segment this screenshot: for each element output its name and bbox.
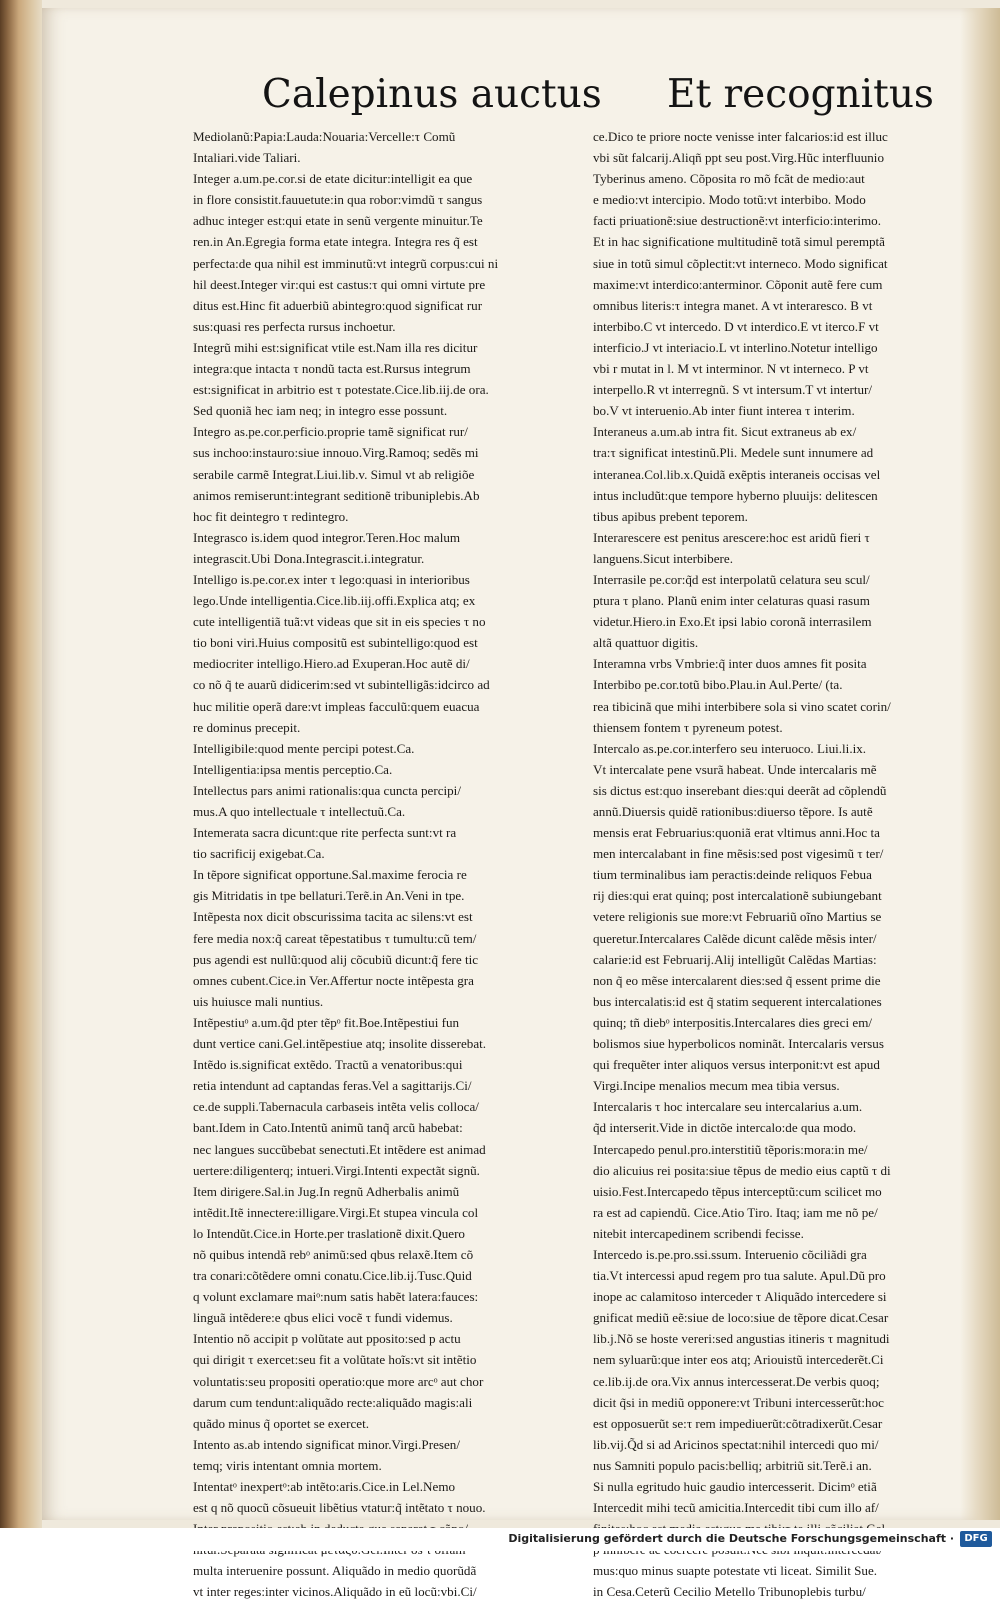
text-line: hoc fit deintegro τ redintegro. [193, 508, 349, 524]
text-line: Intẽpesta nox dicit obscurissima tacita ac silens:vt est [193, 909, 473, 925]
text-line: Intellectus pars animi rationalis:qua cuncta percipi/ [193, 782, 461, 798]
text-line: qui dirigit τ exercet:seu fit a volũtate hoĩs:vt sit intẽtio [193, 1352, 477, 1368]
text-line: Intentatᵒ inexpertᵒ:ab intẽto:aris.Cice.in Lel.Nemo [193, 1479, 456, 1494]
text-line: vetere religionis sue more:vt Februariũ oĩno Martius se [593, 909, 882, 925]
text-line: temq; viris intentant omnia mortem. [193, 1457, 382, 1473]
text-line: rea tibicinã que mihi interbibere sola si vino scatet corin/ [593, 698, 891, 714]
text-line: tium terminalibus iam peractis:deinde reliquos Febua [593, 867, 872, 883]
text-line: quãdo minus q̃ oportet se exercet. [193, 1415, 369, 1431]
text-line: Intẽdo is.significat extẽdo. Tractũ a venatoribus:qui [193, 1057, 463, 1073]
left-text-column [193, 126, 575, 1600]
text-line: Intelligibile:quod mente percipi potest.Ca. [193, 740, 415, 756]
text-line: nõ quibus intendã rebᵒ animũ:sed qbus relaxẽ.Item cõ [193, 1246, 474, 1262]
text-line: re dominus precepit. [193, 719, 301, 735]
text-line: queretur.Intercalares Calẽde dicunt calẽde mẽsis inter/ [593, 930, 877, 946]
text-line: sus inchoo:instauro:siue innouo.Virg.Ramoq; sedẽs mi [193, 445, 479, 461]
text-line: q volunt exclamare maiᵒ:num satis habẽt latera:fauces: [193, 1289, 479, 1305]
text-line: tra conari:cõtẽdere omni conatu.Cice.lib.ij.Tusc.Quid [193, 1268, 472, 1284]
text-line: adhuc integer est:qui etate in senũ vergente minuitur.Te [193, 213, 483, 229]
text-line: sus:quasi res perfecta rursus inchoetur. [193, 318, 396, 334]
text-line: perfecta:de qua nihil est imminutũ:vt integrũ corpus:cui ni [193, 255, 499, 271]
text-line: nem syluarũ:que inter eos atq; Ariouistũ intercederẽt.Ci [593, 1352, 884, 1368]
text-line: lego.Unde intelligentia.Cice.lib.iij.offi.Explica atq; ex [193, 593, 476, 609]
text-line: Intaliari.vide Taliari. [193, 150, 301, 166]
text-line: maxime:vt interdico:anterminor. Cõponit autẽ fere cum [593, 276, 883, 292]
text-line: In tẽpore significat opportune.Sal.maxime ferocia re [193, 867, 467, 883]
text-line: dicit q̃si in mediũ opponere:vt Tribuni intercesserũt:hoc [593, 1394, 884, 1410]
text-line: Intercalaris τ hoc intercalare seu intercalarius a.um. [593, 1099, 863, 1115]
text-line: Mediolanũ:Papia:Lauda:Nouaria:Vercelle:τ Comũ [193, 129, 456, 144]
text-line: non q̃ eo mẽse intercalarent dies:sed q̃ essent prime die [593, 972, 881, 988]
text-line: Intentio nõ accipit p volũtate aut pposito:sed p actu [193, 1331, 461, 1347]
text-line: thiensem fontem τ pyreneum potest. [593, 719, 783, 735]
text-line: Integrasco is.idem quod integror.Teren.Hoc malum [193, 529, 461, 545]
text-line: ptura τ plano. Planũ enim inter celaturas quasi rasum [593, 593, 870, 609]
text-line: siue in totũ simul cõplectit:vt interneco. Modo significat [593, 255, 888, 271]
text-line: intus includũt:que tempore hyberno pluuijs: delitescen [593, 487, 878, 503]
text-line: omnibus literis:τ integra manet. A vt interaresco. B vt [593, 297, 873, 313]
text-line: ditus est.Hinc fit aduerbiũ abintegro:quod significat rur [193, 297, 483, 313]
text-line: tio boni viri.Huius compositũ est subintelligo:quod est [193, 635, 478, 651]
text-line: voluntatis:seu propositi operatio:que more arcᵒ aut chor [193, 1373, 484, 1389]
text-line: intẽdit.Itẽ innectere:illigare.Virgi.Et stupea vincula col [193, 1204, 479, 1220]
text-line: retia intendunt ad captandas feras.Vel a sagittarijs.Ci/ [193, 1078, 472, 1094]
text-line: tra:τ significat intestinũ.Pli. Medele sunt innumere ad [593, 445, 874, 461]
text-line: uis huiusce mali nuntius. [193, 993, 324, 1009]
text-line: videtur.Hiero.in Exo.Et ipsi labio coronã interrasilem [593, 614, 872, 630]
text-line: bus intercalatis:id est q̃ statim sequerent intercalationes [593, 993, 882, 1009]
text-line: integrascit.Ubi Dona.Integrascit.i.integratur. [193, 550, 425, 566]
text-line: dunt vertice cani.Gel.intẽpestiue atq; insolite disserebat. [193, 1036, 487, 1052]
text-line: Integer a.um.pe.cor.si de etate dicitur:intelligit ea que [193, 171, 473, 187]
text-line: multa interuenire possunt. Aliquãdo in medio quorũdã [193, 1563, 477, 1579]
text-line: darum cum tendunt:aliquãdo recte:aliquãdo magis:ali [193, 1394, 473, 1410]
text-line: Integrũ mihi est:significat vtile est.Nam illa res dicitur [193, 339, 478, 355]
text-line: gnificat mediũ eẽ:siue de loco:siue de tẽpore dicat.Cesar [593, 1310, 889, 1326]
text-line: quinq; tñ diebᵒ interpositis.Intercalares dies greci em/ [593, 1014, 873, 1030]
text-line: tio sacrificij exigebat.Ca. [193, 846, 325, 862]
text-line: ce.lib.ij.de ora.Vix annus intercesserat.De verbis quoq; [593, 1373, 880, 1389]
text-line: Interamna vrbs Vmbrie:q̃ inter duos amnes fit posita [593, 656, 867, 672]
running-head-right: Et recognitus [667, 72, 934, 117]
text-line: huc militie operã dare:vt impleas facculũ:quem euacua [193, 698, 480, 714]
text-line: tia.Vt intercessi apud regem pro tua salute. Apul.Dũ pro [593, 1268, 886, 1284]
text-line: omnes cubent.Cice.in Ver.Affertur nocte intẽpesta gra [193, 972, 474, 988]
text-line: facti priuationẽ:siue destructionẽ:vt interficio:interimo. [593, 213, 881, 229]
text-line: Intercedit mihi tecũ amicitia.Intercedit tibi cum illo af/ [593, 1500, 879, 1516]
text-line: nitebit intercapedinem scribendi fecisse. [593, 1225, 804, 1241]
text-line: qui frequẽter inter aliquos versus interponit:vt est apud [593, 1057, 880, 1073]
text-line: Intento as.ab intendo significat minor.Virgi.Presen/ [193, 1436, 460, 1452]
text-line: Interbibo pe.cor.totũ bibo.Plau.in Aul.Perte/ (ta. [593, 677, 843, 693]
text-line: interanea.Col.lib.x.Quidã exẽptis interaneis occisas vel [593, 466, 881, 482]
text-line: mensis erat Februarius:quoniã erat vltimus anni.Hoc ta [593, 825, 880, 841]
text-line: Intercalo as.pe.cor.interfero seu interuoco. Liui.li.ix. [593, 740, 867, 756]
text-line: q̃d interserit.Vide in dictõe intercalo:de qua modo. [593, 1120, 857, 1136]
text-line: interficio.J vt interiacio.L vt interlino.Notetur intelligo [593, 339, 878, 355]
text-line: vbi sũt falcarij.Aliqñ ppt seu post.Virg.Hũc interfluunio [593, 150, 884, 166]
text-line: est opposuerũt se:τ rem impediuerũt:cõtradixerũt.Cesar [593, 1415, 883, 1431]
text-line: dio alicuius rei posita:siue tẽpus de medio eius captũ τ di [593, 1162, 891, 1178]
text-line: lib.vij.Q̃d si ad Aricinos spectat:nihil intercedi quo mi/ [593, 1436, 879, 1452]
text-line: nec langues succũbebat senectuti.Et intẽdere est animad [193, 1141, 486, 1157]
text-line: pus agendi est nullũ:quod alij cõcubiũ dicunt:q̃ fere tic [193, 951, 479, 967]
text-line: inope ac calamitoso interceder τ Aliquãdo intercedere si [593, 1289, 887, 1305]
text-line: lib.j.Nõ se hoste vereri:sed angustias itineris τ magnitudi [593, 1331, 890, 1347]
text-line: cute intelligentiã tuã:vt videas que sit in eis species τ no [193, 614, 486, 630]
text-line: lo Intendũt.Cice.in Horte.per traslationẽ dixit.Quero [193, 1225, 465, 1241]
text-line: ra est ad capiendũ. Cice.Atio Tiro. Itaq; iam me nõ pe/ [593, 1204, 878, 1220]
running-head [262, 72, 934, 132]
text-line: ce.de suppli.Tabernacula carbaseis intẽta velis colloca/ [193, 1099, 479, 1115]
text-line: Et in hac significatione multitudinẽ totã simul peremptã [593, 234, 885, 250]
text-line: Virgi.Incipe menalios mecum mea tibia versus. [593, 1078, 840, 1094]
text-line: rij dies:qui erat quinq; post intercalationẽ subiungebant [593, 888, 882, 904]
text-line: ren.in An.Egregia forma etate integra. Integra res q̃ est [193, 234, 478, 250]
text-line: linguã intẽdere:e qbus elici vocẽ τ fundi videmus. [193, 1310, 453, 1326]
text-line: Intelligentia:ipsa mentis perceptio.Ca. [193, 761, 393, 777]
text-line: ce.Dico te priore nocte venisse inter falcarios:id est illuc [593, 129, 888, 144]
text-line: Interrasile pe.cor:q̃d est interpolatũ celatura seu scul/ [593, 571, 870, 587]
text-line: calarie:id est Februarij.Alij intelligũt Calẽdas Martias: [593, 951, 877, 967]
text-line: Intẽpestiuᵒ a.um.q̃d pter tẽpᵒ fit.Boe.Intẽpestiui fun [193, 1014, 460, 1030]
footer-bar [0, 1528, 1000, 1551]
text-line: interbibo.C vt intercedo. D vt interdico.E vt iterco.F vt [593, 318, 879, 334]
text-line: gis Mitridatis in tpe bellaturi.Terẽ.in An.Veni in tpe. [193, 888, 465, 904]
dfg-logo: DFG [960, 1531, 992, 1547]
text-line: nus Samniti populo pacis:belliq; arbitriũ sit.Terẽ.i an. [593, 1457, 872, 1473]
text-line: in flore consistit.fauuetute:in qua robor:vimdũ τ sangus [193, 192, 483, 208]
text-line: est:significat in arbitrio est τ potestate.Cice.lib.iij.de ora. [193, 382, 489, 398]
text-line: Sed quoniã hec iam neq; in integro esse possunt. [193, 403, 448, 419]
text-line: Intercedo is.pe.pro.ssi.ssum. Interuenio cõciliãdi gra [593, 1246, 867, 1262]
funding-credit: Digitalisierung gefördert durch die Deutsche Forschungsgemeinschaft · [508, 1532, 954, 1545]
text-line: Intercapedo penul.pro.interstitiũ tẽporis:mora:in me/ [593, 1141, 868, 1157]
text-line: co nõ q̃ te auarũ didicerim:sed vt subintelligãs:idcirco ad [193, 677, 490, 693]
text-line: mediocriter intelligo.Hiero.ad Exuperan.Hoc autẽ di/ [193, 656, 470, 672]
text-line: animos remiserunt:integrant seditionẽ tribuniplebis.Ab [193, 487, 480, 503]
text-line: Item dirigere.Sal.in Jug.In regnũ Adherbalis animũ [193, 1183, 460, 1199]
text-line: Integro as.pe.cor.perficio.proprie tamẽ significat rur/ [193, 424, 468, 440]
text-line: mus.A quo intellectuale τ intellectuũ.Ca. [193, 804, 406, 819]
text-line: tibus apibus prebent teporem. [593, 508, 748, 524]
text-line: in Cesa.Ceterũ Cecilio Metello Tribunoplebis turbu/ [593, 1584, 866, 1600]
text-line: vbi r mutat in l. M vt interminor. N vt interneco. P vt [593, 361, 869, 377]
text-line: annũ.Diuersis quidẽ rationibus:diuerso tẽpore. Is autẽ [593, 804, 873, 819]
text-line: integra:que intacta τ nondũ tacta est.Rursus integrum [193, 361, 471, 377]
text-line: altã quattuor digitis. [593, 635, 699, 651]
text-line: bolismos siue hyperbolicos nominãt. Intercalaris versus [593, 1036, 884, 1052]
text-line: bo.V vt interuenio.Ab inter fiunt interea τ interim. [593, 403, 855, 419]
text-line: est q nõ quocũ cõsueuit libẽtius vtatur:q̃ intẽtato τ nouo. [193, 1500, 486, 1516]
text-line: uisio.Fest.Intercapedo tẽpus interceptũ:cum scilicet mo [593, 1183, 882, 1199]
text-line: languens.Sicut interbibere. [593, 550, 733, 566]
running-head-left: Calepinus auctus [262, 72, 602, 117]
text-line: bant.Idem in Cato.Intentũ animũ tanq̃ arcũ habebat: [193, 1120, 463, 1136]
text-line: serabile carmẽ Integrat.Liui.lib.v. Simul vt ab religiõe [193, 466, 475, 482]
text-line: hil deest.Integer vir:qui est castus:τ qui omni virtute pre [193, 276, 486, 292]
book-binding [0, 0, 42, 1528]
text-line: vt inter reges:inter vicinos.Aliquãdo in eũ locũ:vbi.Ci/ [193, 1584, 477, 1600]
text-line: Si nulla egritudo huic gaudio intercesserit. Dicimᵒ etiã [593, 1479, 877, 1494]
text-line: Tyberinus ameno. Cõposita ro mõ fcãt de medio:aut [593, 171, 865, 187]
text-line: sis dictus est:quo inserebant dies:qui deerãt ad cõplendũ [593, 782, 887, 798]
text-line: men intercalabant in fine mẽsis:sed post vigesimũ τ ter/ [593, 846, 884, 862]
text-line: Vt intercalate pene vsurã habeat. Unde intercalaris mẽ [593, 761, 877, 777]
text-line: Intemerata sacra dicunt:que rite perfecta sunt:vt ra [193, 825, 457, 841]
text-line: fere media nox:q̃ careat tẽpestatibus τ tumultu:cũ tem/ [193, 930, 477, 946]
text-line: Intelligo is.pe.cor.ex inter τ lego:quasi in interioribus [193, 571, 470, 587]
text-line: mus:quo minus suapte potestate vti liceat. Similit Sue. [593, 1563, 878, 1579]
text-line: Interarescere est penitus arescere:hoc est aridũ fieri τ [593, 529, 870, 545]
text-line: e medio:vt intercipio. Modo totũ:vt interbibo. Modo [593, 192, 866, 208]
text-line: uertere:diligenterq; intueri.Virgi.Intenti expectãt signũ. [193, 1162, 480, 1178]
text-line: interpello.R vt interregnũ. S vt intersum.T vt intertur/ [593, 382, 873, 398]
text-line: Interaneus a.um.ab intra fit. Sicut extraneus ab ex/ [593, 424, 857, 440]
